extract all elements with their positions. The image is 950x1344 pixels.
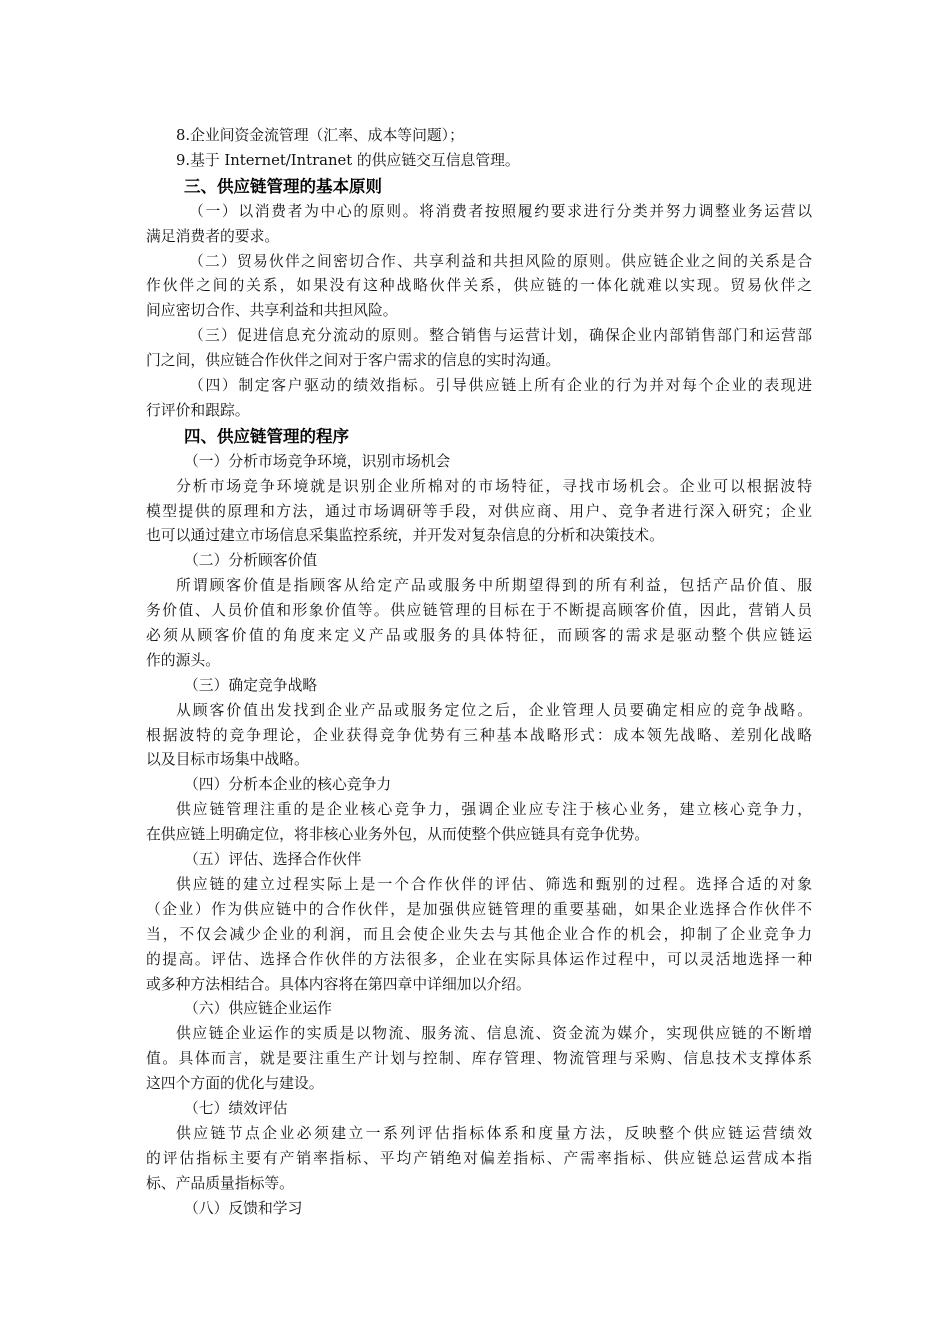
subsection-heading: （七）绩效评估	[184, 1099, 288, 1117]
paragraph-line: （三）促进信息充分流动的原则。整合销售与运营计划，确保企业内部销售部门和运营部	[189, 327, 812, 345]
paragraph-line: 供应链节点企业必须建立一系列评估指标体系和度量方法，反映整个供应链运营绩效	[176, 1124, 812, 1142]
section-heading-principles: 三、供应链管理的基本原则	[184, 176, 382, 196]
subsection-heading: （二）分析顾客价值	[184, 552, 318, 570]
paragraph-line: 满足消费者的要求。	[146, 227, 280, 245]
paragraph-line: 标、产品质量指标等。	[146, 1174, 294, 1192]
subsection-heading: （四）分析本企业的核心竞争力	[184, 776, 392, 794]
paragraph-line: 门之间，供应链合作伙伴之间对于客户需求的信息的实时沟通。	[146, 352, 561, 370]
subsection-heading: （三）确定竞争战略	[184, 676, 318, 694]
paragraph-line: （四）制定客户驱动的绩效指标。引导供应链上所有企业的行为并对每个企业的表现进	[189, 377, 812, 395]
paragraph-line: 根据波特的竞争理论，企业获得竞争优势有三种基本战略形式：成本领先战略、差别化战略	[146, 726, 812, 744]
list-item-9: 9.基于 Internet/Intranet 的供应链交互信息管理。	[176, 151, 520, 169]
paragraph-line: 当，不仅会减少企业的利润，而且会使企业失去与其他企业合作的机会，抑制了企业竞争力	[146, 925, 812, 943]
subsection-heading: （八）反馈和学习	[184, 1199, 303, 1217]
paragraph-line: 从顾客价值出发找到企业产品或服务定位之后，企业管理人员要确定相应的竞争战略。	[176, 701, 812, 719]
paragraph-line: （一）以消费者为中心的原则。将消费者按照履约要求进行分类并努力调整业务运营以	[189, 202, 812, 220]
paragraph-line: 也可以通过建立市场信息采集监控系统，并开发对复杂信息的分析和决策技术。	[146, 527, 664, 545]
paragraph-line: 的评估指标主要有产销率指标、平均产销绝对偏差指标、产需率指标、供应链总运营成本指	[146, 1149, 812, 1167]
paragraph-line: 供应链管理注重的是企业核心竞争力，强调企业应专注于核心业务，建立核心竞争力，	[176, 801, 812, 819]
subsection-heading: （一）分析市场竞争环境，识别市场机会	[184, 452, 451, 470]
subsection-heading: （六）供应链企业运作	[184, 1000, 332, 1018]
paragraph-line: 模型提供的原理和方法，通过市场调研等手段，对供应商、用户、竞争者进行深入研究；企业	[146, 502, 812, 520]
paragraph-line: 值。具体而言，就是要注重生产计划与控制、库存管理、物流管理与采购、信息技术支撑体系	[146, 1050, 812, 1068]
paragraph-line: （企业）作为供应链中的合作伙伴，是加强供应链管理的重要基础，如果企业选择合作伙伴不	[146, 900, 812, 918]
paragraph-line: 作伙伴之间的关系，如果没有这种战略伙伴关系，供应链的一体化就难以实现。贸易伙伴之	[146, 277, 812, 295]
document-page	[146, 124, 812, 1221]
list-item-8: 8.企业间资金流管理（汇率、成本等问题）；	[176, 127, 464, 144]
paragraph-line: （二）贸易伙伴之间密切合作、共享利益和共担风险的原则。供应链企业之间的关系是合	[189, 252, 812, 270]
paragraph-line: 作的源头。	[146, 651, 220, 669]
paragraph-line: 间应密切合作、共享利益和共担风险。	[146, 302, 398, 320]
paragraph-line: 或多种方法相结合。具体内容将在第四章中详细加以介绍。	[146, 975, 531, 993]
paragraph-line: 行评价和跟踪。	[146, 401, 250, 419]
paragraph-line: 的提高。评估、选择合作伙伴的方法很多，企业在实际具体运作过程中，可以灵活地选择一种	[146, 950, 812, 968]
subsection-heading: （五）评估、选择合作伙伴	[184, 851, 362, 869]
paragraph-line: 必须从顾客价值的角度来定义产品或服务的具体特征，而顾客的需求是驱动整个供应链运	[146, 627, 812, 645]
paragraph-line: 以及目标市场集中战略。	[146, 751, 309, 769]
paragraph-line: 这四个方面的优化与建设。	[146, 1075, 324, 1093]
paragraph-line: 所谓顾客价值是指顾客从给定产品或服务中所期望得到的所有利益，包括产品价值、服	[176, 577, 812, 595]
paragraph-line: 供应链的建立过程实际上是一个合作伙伴的评估、筛选和甄别的过程。选择合适的对象	[176, 875, 812, 893]
paragraph-line: 供应链企业运作的实质是以物流、服务流、信息流、资金流为媒介，实现供应链的不断增	[176, 1025, 812, 1043]
paragraph-line: 分析市场竞争环境就是识别企业所棉对的市场特征，寻找市场机会。企业可以根据波特	[176, 477, 812, 495]
paragraph-line: 在供应链上明确定位，将非核心业务外包，从而使整个供应链具有竞争优势。	[146, 826, 650, 844]
paragraph-line: 务价值、人员价值和形象价值等。供应链管理的目标在于不断提高顾客价值，因此，营销人员	[146, 602, 812, 620]
section-heading-procedure: 四、供应链管理的程序	[184, 426, 349, 446]
